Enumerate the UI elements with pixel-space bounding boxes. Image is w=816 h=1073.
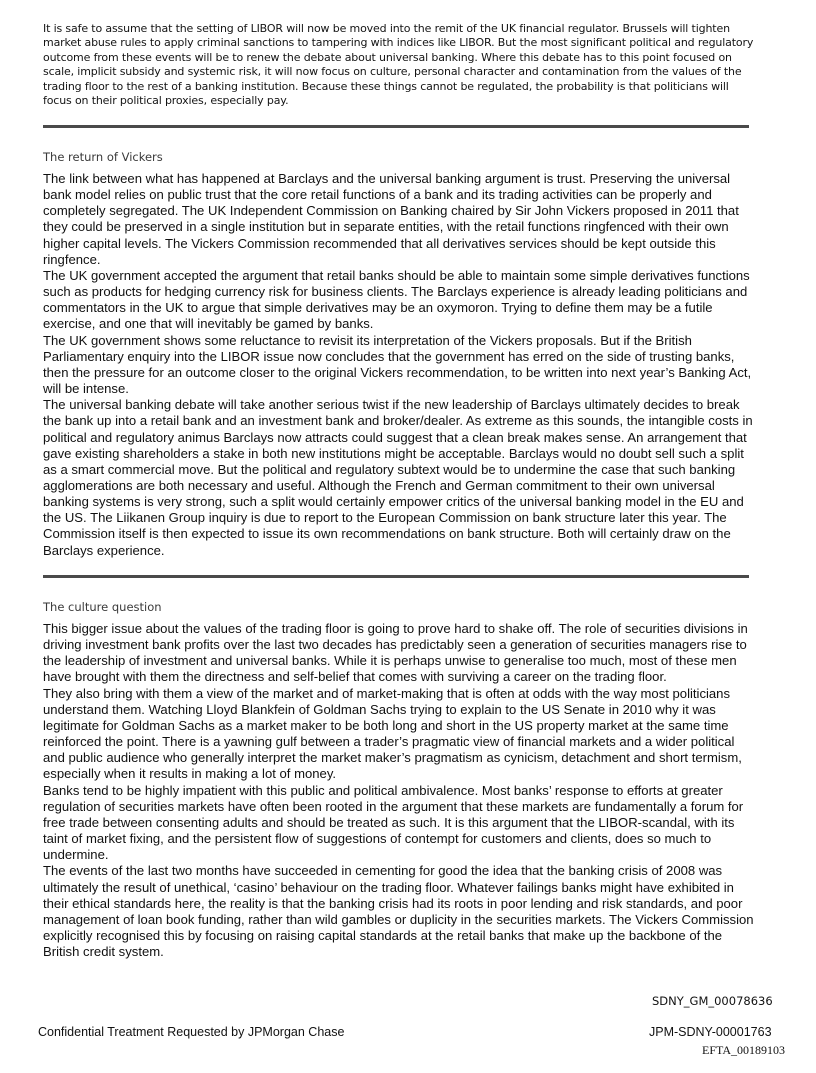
- bates-stamp-efta: EFTA_00189103: [702, 1043, 786, 1057]
- confidential-notice: Confidential Treatment Requested by JPMorgan Chase: [38, 1025, 345, 1039]
- section-body-vickers: [43, 171, 755, 559]
- paragraph: The UK government shows some reluctance to revisit its interpretation of the Vickers proposals. But if the British Parliamentary enquiry into the LIBOR issue now concludes that the government has erred on the side of trusting banks, then the pressure for an outcome closer to the original Vickers recommendation, to be written into next year’s Banking Act, will be intense.: [43, 332, 752, 397]
- paragraph: The events of the last two months have succeeded in cementing for good the idea that the banking crisis of 2008 was ultimately the result of unethical, ‘casino’ behaviour on the trading floor. Whatever failings banks might have exhibited in their ethical standards here, the reality is that the banking crisis had its roots in poor lending and risk standards, and poor management of loan book funding, rather than wild gambles or duplicity in the securities markets. The Vickers Commission explicitly recognised this by focusing on raising capital standards at the retail banks that make up the backbone of the British credit system.: [43, 863, 754, 960]
- paragraph: They also bring with them a view of the market and of market-making that is often at odds with the way most politicians understand them. Watching Lloyd Blankfein of Goldman Sachs trying to explain to the US Senate in 2010 why it was legitimate for Goldman Sachs as a market maker to be both long and short in the US property market at the same time reinforced the point. There is a yawning gulf between a trader’s pragmatic view of financial markets and a wider political and public audience who generally interpret the market maker’s pragmatism as cynicism, detachment and short termism, especially when it results in making a lot of money.: [43, 685, 742, 782]
- bates-stamp-jpm: JPM-SDNY-00001763: [649, 1025, 772, 1039]
- intro-paragraph: It is safe to assume that the setting of LIBOR will now be moved into the remit of the UK financial regulator. Brussels will tighten market abuse rules to apply criminal sanctions to tampering with indices like LIBOR. But the most significant political and regulatory outcome from these events will be to renew the debate about universal banking. Where this debate has to this point focused on scale, implicit subsidy and systemic risk, it will now focus on culture, personal character and contamination from the values of the trading floor to the rest of a banking institution. Because these things cannot be regulated, the probability is that politicians will focus on their political proxies, especially pay.: [43, 22, 754, 108]
- paragraph: This bigger issue about the values of the trading floor is going to prove hard to shake off. The role of securities divisions in driving investment bank profits over the last two decades has predictably seen a generation of securities managers rise to the leadership of investment and universal banks. While it is perhaps unwise to generalise too much, most of these men have brought with them the directness and self-belief that comes with surviving a career on the trading floor.: [43, 621, 748, 685]
- paragraph: The universal banking debate will take another serious twist if the new leadership of Barclays ultimately decides to break the bank up into a retail bank and an investment bank and broker/dealer. As extreme as this sounds, the intangible costs in political and regulatory animus Barclays now attracts could suggest that a clean break makes sense. An arrangement that gave existing shareholders a stake in both new institutions might be acceptable. Barclays would no doubt sell such a split as a smart commercial move. But the political and regulatory subtext would be to undermine the case that such banking agglomerations are both necessary and useful. Although the French and German commitment to their own universal banking systems is very strong, such a split would certainly empower critics of the universal banking model in the EU and the US. The Liikanen Group inquiry is due to report to the European Commission on bank structure later this year. The Commission itself is then expected to issue its own recommendations on bank structure. Both will certainly draw on the Barclays experience.: [43, 397, 753, 558]
- paragraph: Banks tend to be highly impatient with this public and political ambivalence. Most banks’ response to efforts at greater regulation of securities markets have often been rooted in the argument that these markets are fundamentally a forum for free trade between consenting adults and should be treated as such. It is this argument that the LIBOR-scandal, with its taint of market fixing, and the persistent flow of suggestions of contempt for customers and clients, does so much to undermine.: [43, 782, 744, 863]
- section-body-culture: [43, 621, 755, 960]
- bates-stamp-sdny-gm: SDNY_GM_00078636: [652, 994, 773, 1008]
- section-heading-culture: The culture question: [43, 600, 162, 614]
- section-divider: [43, 125, 749, 128]
- section-divider: [43, 575, 749, 578]
- section-heading-vickers: The return of Vickers: [43, 150, 163, 164]
- paragraph: The UK government accepted the argument that retail banks should be able to maintain some simple derivatives functions such as products for hedging currency risk for business clients. The Barclays experience is already leading politicians and commentators in the UK to argue that simple derivatives may be an oxymoron. Trying to define them may be a futile exercise, and one that will inevitably be gamed by banks.: [43, 267, 750, 332]
- paragraph: The link between what has happened at Barclays and the universal banking argument is trust. Preserving the universal bank model relies on public trust that the core retail functions of a bank and its trading activities can be properly and completely segregated. The UK Independent Commission on Banking chaired by Sir John Vickers proposed in 2011 that they could be preserved in a single institution but in separate entities, with the retail functions ringfenced with their own higher capital levels. The Vickers Commission recommended that all derivatives services should be kept outside this ringfence.: [43, 171, 739, 267]
